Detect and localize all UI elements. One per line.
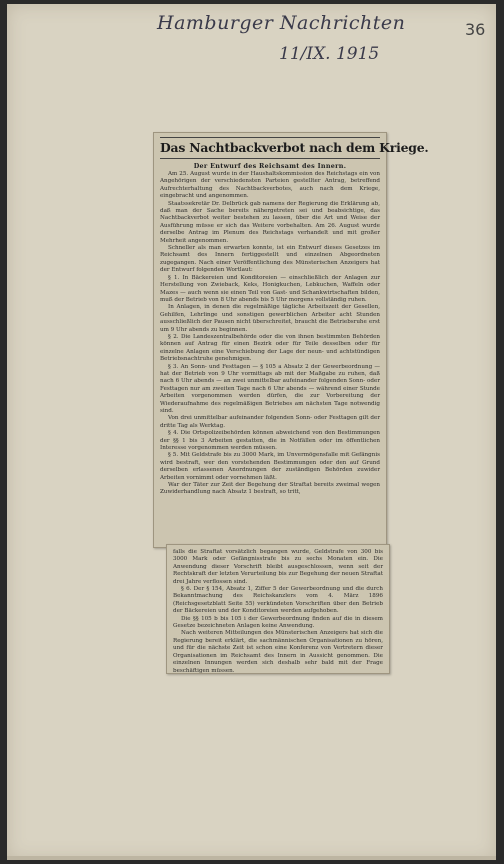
continuation-body xyxy=(173,549,383,675)
article-paragraph: Staatssekretär Dr. Delbrück gab namens der Regierung die Erklärung ab, daß man der Sache bereits nähergetreten sei und beabsichtige, das Nachtbackverbot weiter bestehen zu lassen, über die Art und Weise der Ausführung müsse er sich das Weitere vorbehalten. Am 26. August wurde derselbe Antrag im Plenum des Reichstags verhandelt und mit großer Mehrheit angenommen. xyxy=(160,200,380,244)
article-paragraph: § 3. An Sonn- und Festtagen — § 105 a Absatz 2 der Gewerbeordnung — hat der Betrieb von 9 Uhr vormittags ab mit der Maßgabe zu ruhen, daß nach 6 Uhr abends — an zwei unmittelbar aufeinander folgenden Sonn- oder Festtagen nur am zweiten Tage nach 6 Uhr abends — während einer Stunde Arbeiten vorgenommen werden dürfen, die zur Vorbereitung der Wiederaufnahme des regelmäßigen Betriebes am nächsten Tage notwendig sind. xyxy=(160,363,380,414)
continuation-paragraph: Nach weiteren Mitteilungen des Münsterischen Anzeigers hat sich die Regierung bereit erklärt, die sachmännischen Organisationen zu hören, und für die nächste Zeit ist schon eine Konferenz von Vertretern dieser Organisationen im Reichsamt des Innern in Aussicht genommen. Die einzelnen Innungen werden sich deshalb sehr bald mit der Frage beschäftigen müssen. xyxy=(173,630,383,674)
article-paragraph: In Anlagen, in denen die regelmäßige tägliche Arbeitszeit der Gesellen, Gehilfen, Lehrlinge und sonstigen gewerblichen Arbeiter acht Stunden ausschließlich der Pausen nicht überschreitet, braucht die Betriebsruhe erst um 9 Uhr abends zu beginnen. xyxy=(160,304,380,333)
continuation-paragraph: § 6. Der § 154, Absatz 1, Ziffer 5 der Gewerbeordnung und die durch Bekanntmachung des Reichskanzlers vom 4. März 1896 (Reichsgesetzblatt Seite 55) verkündeten Vorschriften über den Betrieb der Bäckereien und der Konditoreien werden aufgehoben. xyxy=(173,586,383,615)
article-paragraph: § 4. Die Ortspolizeibehörden können abweichend von den Bestimmungen der §§ 1 bis 3 Arbeiten gestatten, die in Notfällen oder im öffentlichen Interesse vorgenommen werden müssen. xyxy=(160,430,380,452)
continuation-paragraph: Die §§ 105 b bis 105 i der Gewerbeordnung finden auf die in diesem Gesetze bezeichneten Anlagen keine Anwendung. xyxy=(173,615,383,630)
article-paragraph: § 1. In Bäckereien und Konditoreien — einschließlich der Anlagen zur Herstellung von Zwieback, Keks, Honigkuchen, Lebkuchen, Waffeln oder Mazes — auch wenn sie einen Teil von Gast- und Schankwirtschaften bilden, muß der Betrieb von 8 Uhr abends bis 5 Uhr morgens vollständig ruhen. xyxy=(160,274,380,303)
article-paragraph: Am 25. August wurde in der Haushaltskommission des Reichstags ein von Angehörigen der verschiedensten Parteien gestellter Antrag, betreffend Aufrechterhaltung des Nachtbackverbotes, auch nach dem Kriege, eingebracht und angenommen. xyxy=(160,171,380,200)
article-paragraph: § 2. Die Landeszentralbehörde oder die von ihnen bestimmten Behörden können auf Antrag für einen Bezirk oder für Teile desselben oder für einzelne Anlagen eine Verschiebung der Lage der neun- und achtstündigen Betriebsnachtruhe genehmigen. xyxy=(160,333,380,363)
continuation-paragraph: falls die Straftat vorsätzlich begangen wurde, Geldstrafe von 300 bis 3000 Mark oder Gefängnisstrafe bis zu sechs Monaten ein. Die Anwendung dieser Vorschrift bleibt ausgeschlossen, wenn seit der Rechtskraft der letzten Verurteilung bis zur Begehung der neuen Straftat drei Jahre verflossen sind. xyxy=(173,549,383,585)
newspaper-clipping-continuation xyxy=(166,544,390,674)
article-paragraph: War der Täter zur Zeit der Begehung der Straftat bereits zweimal wegen Zuwiderhandlung nach Absatz 1 bestraft, so tritt, xyxy=(160,482,380,496)
article-paragraph: Von drei unmittelbar aufeinander folgenden Sonn- oder Festtagen gilt der dritte Tag als Werktag. xyxy=(160,415,380,429)
article-body xyxy=(160,171,380,497)
article-subhead: Der Entwurf des Reichsamt des Innern. xyxy=(193,162,347,170)
date-note: 11/IX. 1915 xyxy=(279,44,380,64)
page-number: 36 xyxy=(465,20,486,39)
article-paragraph: Schneller als man erwarten konnte, ist ein Entwurf dieses Gesetzes im Reichsamt des Innern fertiggestellt und einzelnen Abgeordneten zugegangen. Nach einer Veröffentlichung des Münsterischen Anzeigers hat der Entwurf folgenden Wortlaut: xyxy=(160,245,380,274)
article-headline: Das Nachtbackverbot nach dem Kriege. xyxy=(160,137,380,159)
article-paragraph: § 5. Mit Geldstrafe bis zu 3000 Mark, im Unvermögensfalle mit Gefängnis wird bestraft, wer den vorstehenden Bestimmungen oder den auf Grund derselben erlassenen Anordnungen der zuständigen Behörden zuwider Arbeiten vornimmt oder vornehmen läßt. xyxy=(160,452,380,481)
source-note: Hamburger Nachrichten xyxy=(157,12,406,34)
handwritten-annotation xyxy=(157,12,447,72)
newspaper-clipping-main xyxy=(153,132,429,548)
